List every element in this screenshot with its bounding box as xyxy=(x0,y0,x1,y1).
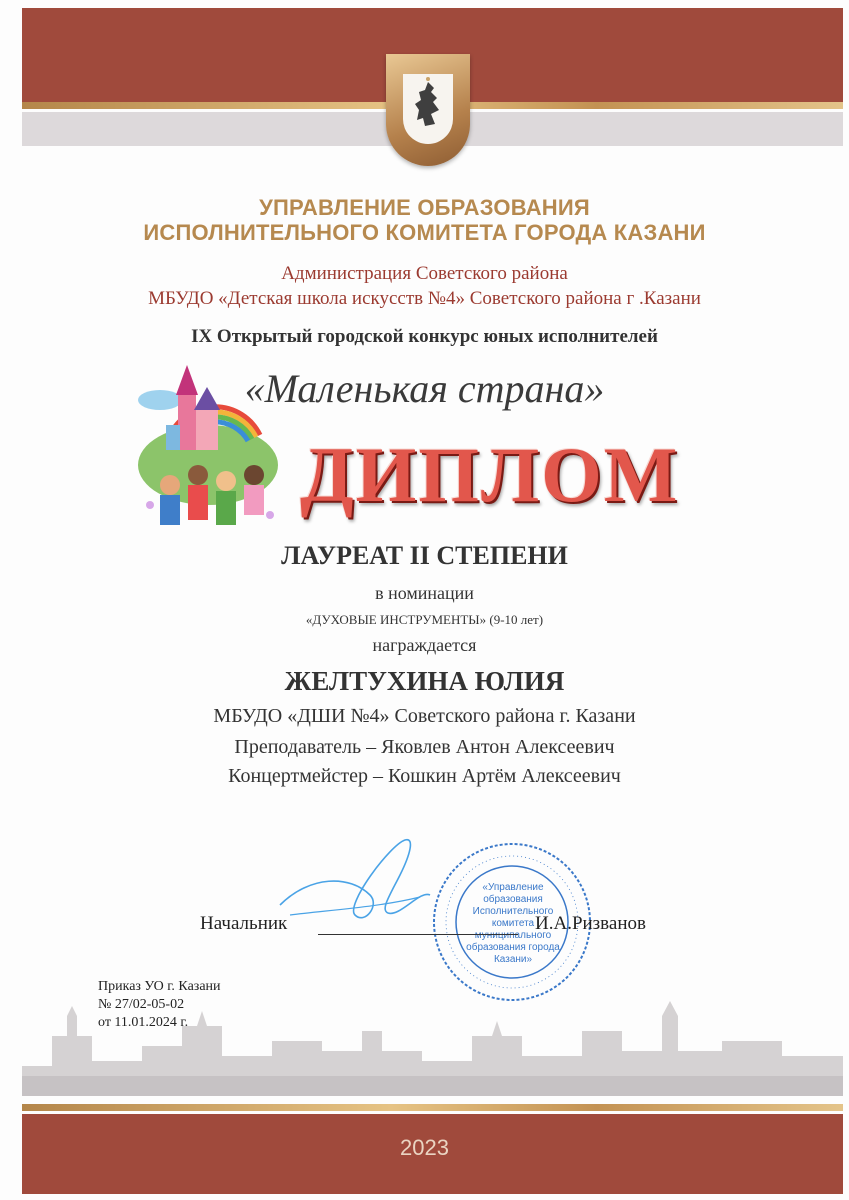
teacher-name: Преподаватель – Яковлев Антон Алексеевич xyxy=(234,736,615,758)
kazan-emblem-icon xyxy=(386,54,470,166)
signature-line xyxy=(318,934,518,935)
stamp-text: «Управление образования Исполнительного комитета муниципального образования города Казани» xyxy=(466,882,560,965)
org-title-line-2: ИСПОЛНИТЕЛЬНОГО КОМИТЕТА ГОРОДА КАЗАНИ xyxy=(143,220,706,245)
children-castle-illustration-icon xyxy=(130,355,290,545)
diploma-heading: ДИПЛОМ xyxy=(300,431,680,518)
bottom-gold-stripe xyxy=(22,1104,843,1111)
signatory-name: И.А.Ризванов xyxy=(535,913,646,934)
school-name: МБУДО «ДШИ №4» Советского района г. Казани xyxy=(213,705,636,727)
order-line-3: от 11.01.2024 г. xyxy=(98,1015,189,1030)
signatory-title: Начальник xyxy=(200,913,288,934)
accompanist-name: Концертмейстер – Кошкин Артём Алексеевич xyxy=(228,765,621,787)
recipient-name: ЖЕЛТУХИНА ЮЛИЯ xyxy=(284,666,565,696)
nomination-name: «ДУХОВЫЕ ИНСТРУМЕНТЫ» (9-10 лет) xyxy=(305,612,544,627)
city-skyline-icon xyxy=(22,996,843,1096)
nomination-label: в номинации xyxy=(375,583,474,603)
org-title-line-1: УПРАВЛЕНИЕ ОБРАЗОВАНИЯ xyxy=(259,195,590,220)
signature-icon xyxy=(270,835,440,930)
awarded-label: награждается xyxy=(372,635,477,655)
laureate-rank: ЛАУРЕАТ II СТЕПЕНИ xyxy=(281,541,568,570)
organizer-line-1: Администрация Советского района xyxy=(281,263,568,284)
order-line-2: № 27/02-05-02 xyxy=(98,997,185,1012)
contest-name: «Маленькая страна» xyxy=(244,366,605,411)
year-label: 2023 xyxy=(400,1135,449,1160)
contest-title: IX Открытый городской конкурс юных исполнителей xyxy=(191,326,658,347)
organizer-line-2: МБУДО «Детская школа искусств №4» Советского района г .Казани xyxy=(148,288,701,309)
order-line-1: Приказ УО г. Казани xyxy=(98,979,221,994)
